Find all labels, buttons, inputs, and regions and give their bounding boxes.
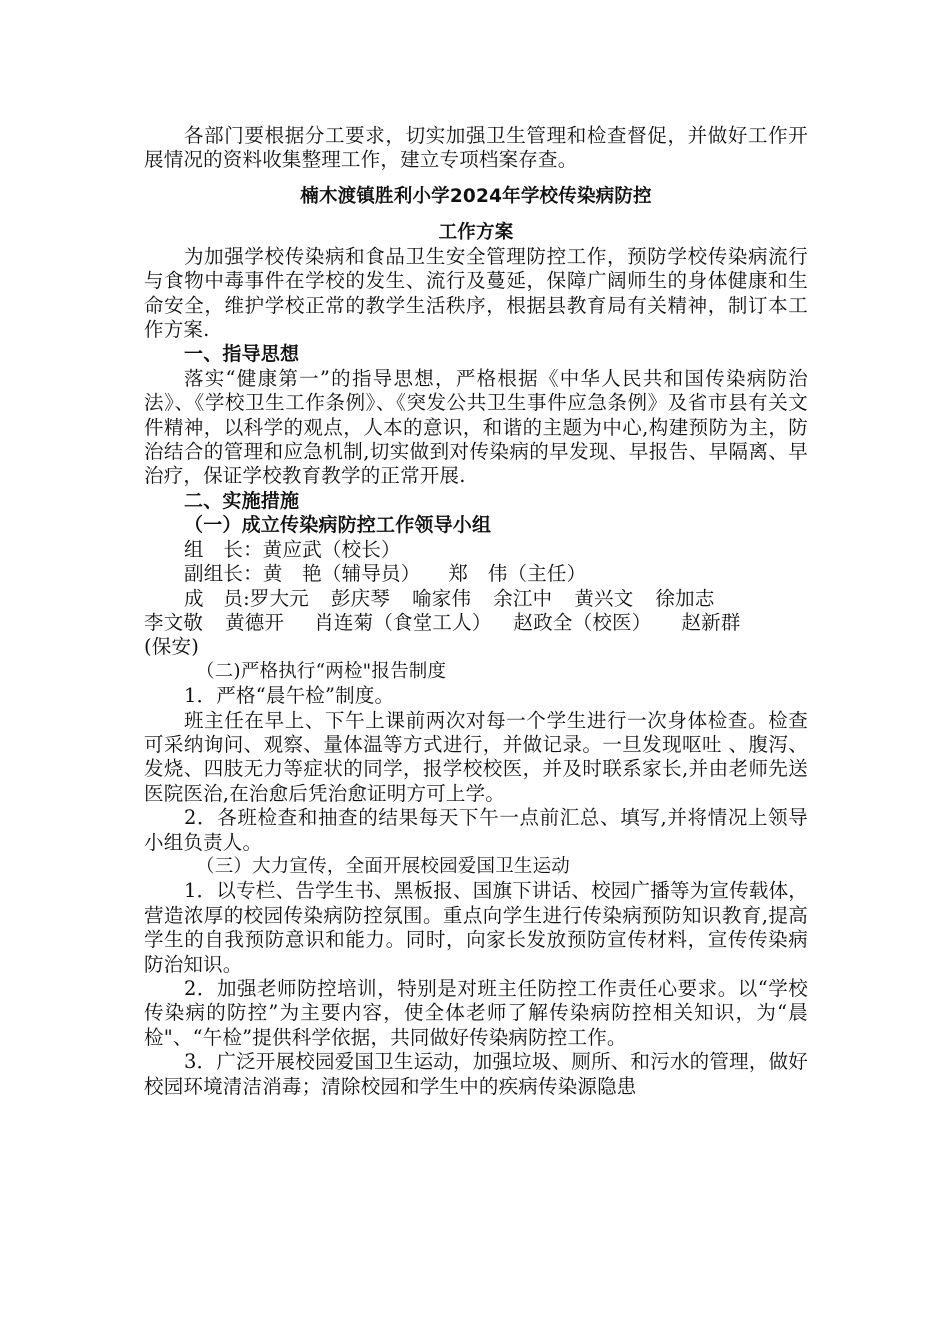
subsection1-heading: （一）成立传染病防控工作领导小组	[184, 514, 492, 537]
document-title-line2: 工作方案	[438, 221, 514, 243]
preamble-paragraph: 为加强学校传染病和食品卫生安全管理防控工作，预防学校传染病流行与食物中毒事件在学校的发生、流行及蔓延，保障广阔师生的身体健康和生命安全，维护学校正常的教学生活秩序，根据县教育局有关精神，制订本工作方案.	[144, 244, 808, 342]
member: 肖连菊（食堂工人）	[314, 610, 492, 634]
deputy-label: 副组长：	[184, 562, 263, 586]
section1-heading: 一、指导思想	[184, 343, 300, 366]
member: 赵政全（校医）	[513, 610, 652, 634]
member: 喻家伟	[412, 586, 472, 610]
subsection3-heading: （三）大力宣传，全面开展校园爱国卫生运动	[196, 855, 571, 877]
subsection3-item2: 2．加强老师防控培训，特别是对班主任防控工作责任心要求。以“学校传染病的防控”为主要内容，使全体老师了解传染病防控相关知识，为“晨检"、“午检”提供科学依据，共同做好传染病防控工作。	[144, 977, 808, 1049]
member: 赵新群	[681, 610, 741, 634]
members-label: 成 员:	[184, 586, 250, 610]
subsection3-item3: 3．广泛开展校园爱国卫生运动，加强垃圾、厕所、和污水的管理，做好校园环境清洁消毒；清除校园和学生中的疾病传染源隐患	[144, 1050, 808, 1098]
item1-body: 班主任在早上、下午上课前两次对每一个学生进行一次身体检查。检查可采纳询问、观察、量体温等方式进行，并做记录。一旦发现呕吐 、腹泻、发烧、四肢无力等症状的同学，报学校校医，并及时联系家长,并由老师先送医院医治,在治愈后凭治愈证明方可上学。	[144, 708, 808, 805]
document-title-line1: 楠木渡镇胜利小学2024年学校传染病防控	[300, 185, 652, 207]
item2-body: 2．各班检查和抽查的结果每天下午一点前汇总、填写,并将情况上领导小组负责人。	[144, 806, 808, 854]
members-line-2	[144, 611, 808, 635]
member: 罗大元	[249, 586, 309, 610]
member: 黄德开	[225, 610, 285, 634]
deputy-1: 黄 艳（辅导员）	[262, 562, 421, 586]
section2-heading: 二、实施措施	[184, 489, 300, 512]
member: 李文敬	[144, 610, 204, 634]
subsection3-item1: 1．以专栏、告学生书、黑板报、国旗下讲话、校园广播等为宣传载体，营造浓厚的校园传染病防控氛围。重点向学生进行传染病预防知识教育,提高学生的自我预防意识和能力。同时，向家长发放预防宣传材料，宣传传染病防治知识。	[144, 879, 808, 976]
section1-body: 落实“健康第一”的指导思想，严格根据《中华人民共和国传染病防治法》、《学校卫生工作条例》、《突发公共卫生事件应急条例》及省市县有关文件精神，以科学的观点，人本的意识，和谐的主题为中心,构建预防为主，防治结合的管理和应急机制,切实做到对传染病的早发现、早报告、早隔离、早治疗，保证学校教育教学的正常开展.	[144, 366, 808, 488]
member: 黄兴文	[574, 586, 634, 610]
leader-line: 组 长：黄应武（校长）	[184, 537, 401, 561]
member: 徐加志	[655, 586, 715, 610]
member: 彭庆琴	[330, 586, 391, 610]
deputy-line	[144, 562, 808, 586]
deputy-2: 郑 伟（主任）	[448, 562, 587, 586]
document-body	[144, 124, 808, 1099]
subsection2-heading: （二)严格执行“两检"报告制度	[196, 660, 447, 682]
item1-title: 1．严格“晨午检”制度。	[184, 684, 395, 708]
members-line-3: (保安)	[144, 635, 200, 659]
members-line-1	[144, 587, 808, 611]
intro-paragraph: 各部门要根据分工要求，切实加强卫生管理和检查督促，并做好工作开展情况的资料收集整理工作，建立专项档案存查。	[144, 124, 808, 172]
member: 余江中	[493, 586, 553, 610]
